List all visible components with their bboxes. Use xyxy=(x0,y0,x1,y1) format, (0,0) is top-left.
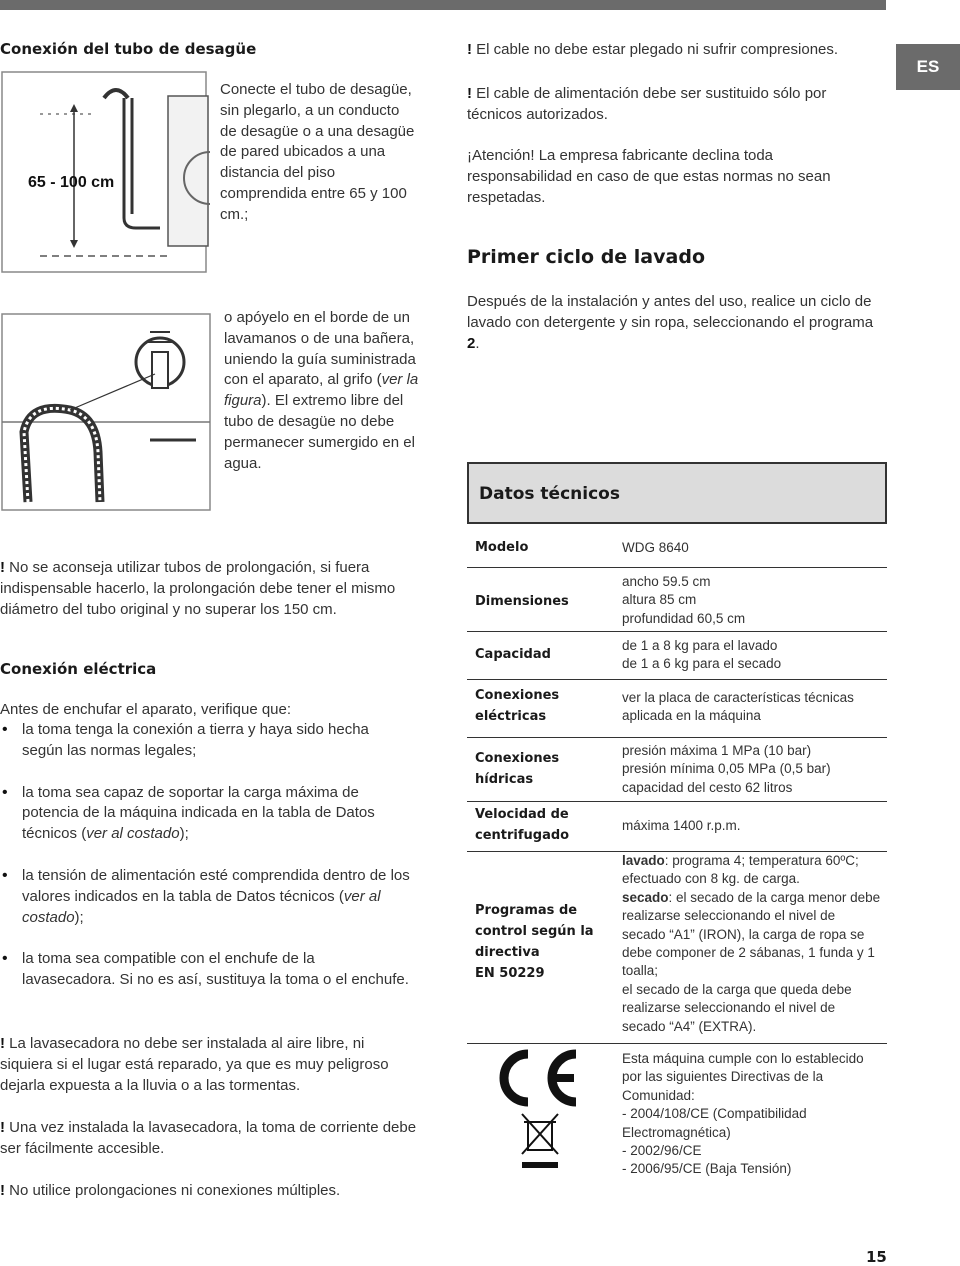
atencion-note: ¡Atención! La empresa fabricante declina toda responsabilidad en caso de que estas normas no sean respetadas. xyxy=(467,147,831,206)
drain-section-title: Conexión del tubo de desagüe xyxy=(0,40,257,58)
table-row: Velocidad de centrifugado máxima 1400 r.p.m. xyxy=(467,802,887,852)
list-item: • la toma sea capaz de soportar la carga máxima de potencia de la máquina indicada en la tabla de Datos técnicos (ver al costado); xyxy=(0,783,410,845)
electric-section-title: Conexión eléctrica xyxy=(0,660,157,678)
primer-ciclo-title: Primer ciclo de lavado xyxy=(467,246,705,268)
primer-ciclo-text: Después de la instalación y antes del uso, realice un ciclo de lavado con detergente y sin ropa, seleccionando el programa 2. xyxy=(467,293,874,352)
list-item: • la toma sea compatible con el enchufe de la lavasecadora. Si no es así, sustituya la toma o el enchufe. xyxy=(0,949,410,991)
list-item: • la tensión de alimentación esté comprendida dentro de los valores indicados en la tabla de Datos técnicos (ver al costado); xyxy=(0,866,410,928)
ce-mark-icon xyxy=(490,1046,590,1176)
drain-sink-figure xyxy=(0,312,212,512)
cable-warning-1: ! El cable no debe estar plegado ni sufrir compresiones. xyxy=(467,41,839,58)
table-row: Dimensiones ancho 59.5 cm altura 85 cm profundidad 60,5 cm xyxy=(467,568,887,632)
top-bar xyxy=(0,0,886,10)
page-number: 15 xyxy=(866,1248,887,1266)
electric-checklist xyxy=(0,720,410,991)
extension-warning: ! No se aconseja utilizar tubos de prolongación, si fuera indispensable hacerlo, la prolongación debe tener el mismo diámetro del tubo original y no superar los 150 cm. xyxy=(0,559,396,618)
table-row: Programas de control según la directiva EN 50229 lavado: programa 4; temperatura 60ºC; efectuado con 8 kg. de carga. secado: el secado de la carga menor debe realizarse seleccionando el nivel de secado “A1” (IRON), la carga de ropa se debe componer de 2 sábanas, 1 funda y 1 toalla; el secado de la carga que queda debe realizarse seleccionando el nivel de secado “A4” (EXTRA). xyxy=(467,852,887,1044)
language-tab: ES xyxy=(896,44,960,90)
table-row: Modelo WDG 8640 xyxy=(467,524,887,568)
spec-table-title: Datos técnicos xyxy=(467,462,887,524)
table-row: Conexiones hídricas presión máxima 1 MPa (10 bar) presión mínima 0,05 MPa (0,5 bar) capacidad del cesto 62 litros xyxy=(467,738,887,802)
extension-cord-warning: ! No utilice prolongaciones ni conexiones múltiples. xyxy=(0,1182,341,1199)
height-range-label: 65 - 100 cm xyxy=(28,174,115,191)
table-row: Capacidad de 1 a 8 kg para el lavado de 1 a 6 kg para el secado xyxy=(467,632,887,680)
drain-wall-text: Conecte el tubo de desagüe, sin plegarlo, a un conducto de desagüe o a una desagüe de pared ubicados a una distancia del piso comprendida entre 65 y 100 cm.; xyxy=(220,81,415,223)
table-row: Conexiones eléctricas ver la placa de características técnicas aplicada en la máquina xyxy=(467,680,887,738)
list-item: • la toma tenga la conexión a tierra y haya sido hecha según las normas legales; xyxy=(0,720,410,762)
outdoor-warning: ! La lavasecadora no debe ser instalada al aire libre, ni siquiera si el lugar está reparado, ya que es muy peligroso dejarla expuesta a la lluvia o a las tormentas. xyxy=(0,1035,389,1094)
electric-intro: Antes de enchufar el aparato, verifique que: xyxy=(0,701,292,718)
accessible-warning: ! Una vez instalada la lavasecadora, la toma de corriente debe ser fácilmente accesible. xyxy=(0,1119,417,1157)
drain-wall-figure xyxy=(0,68,210,276)
ce-directives: Esta máquina cumple con lo establecido por las siguientes Directivas de la Comunidad: - 2004/108/CE (Compatibilidad Electromagnética) - 2002/96/CE - 2006/95/CE (Baja Tensión) xyxy=(622,1051,864,1177)
drain-sink-text: o apóyelo en el borde de un lavamanos o de una bañera, uniendo la guía suministrada con el aparato, al grifo (ver la figura). El extremo libre del tubo de desagüe no debe permanecer sumergido en el agua. xyxy=(224,309,419,472)
weee-bin-icon xyxy=(522,1114,558,1168)
cable-warning-2: ! El cable de alimentación debe ser sustituido sólo por técnicos autorizados. xyxy=(467,85,827,123)
